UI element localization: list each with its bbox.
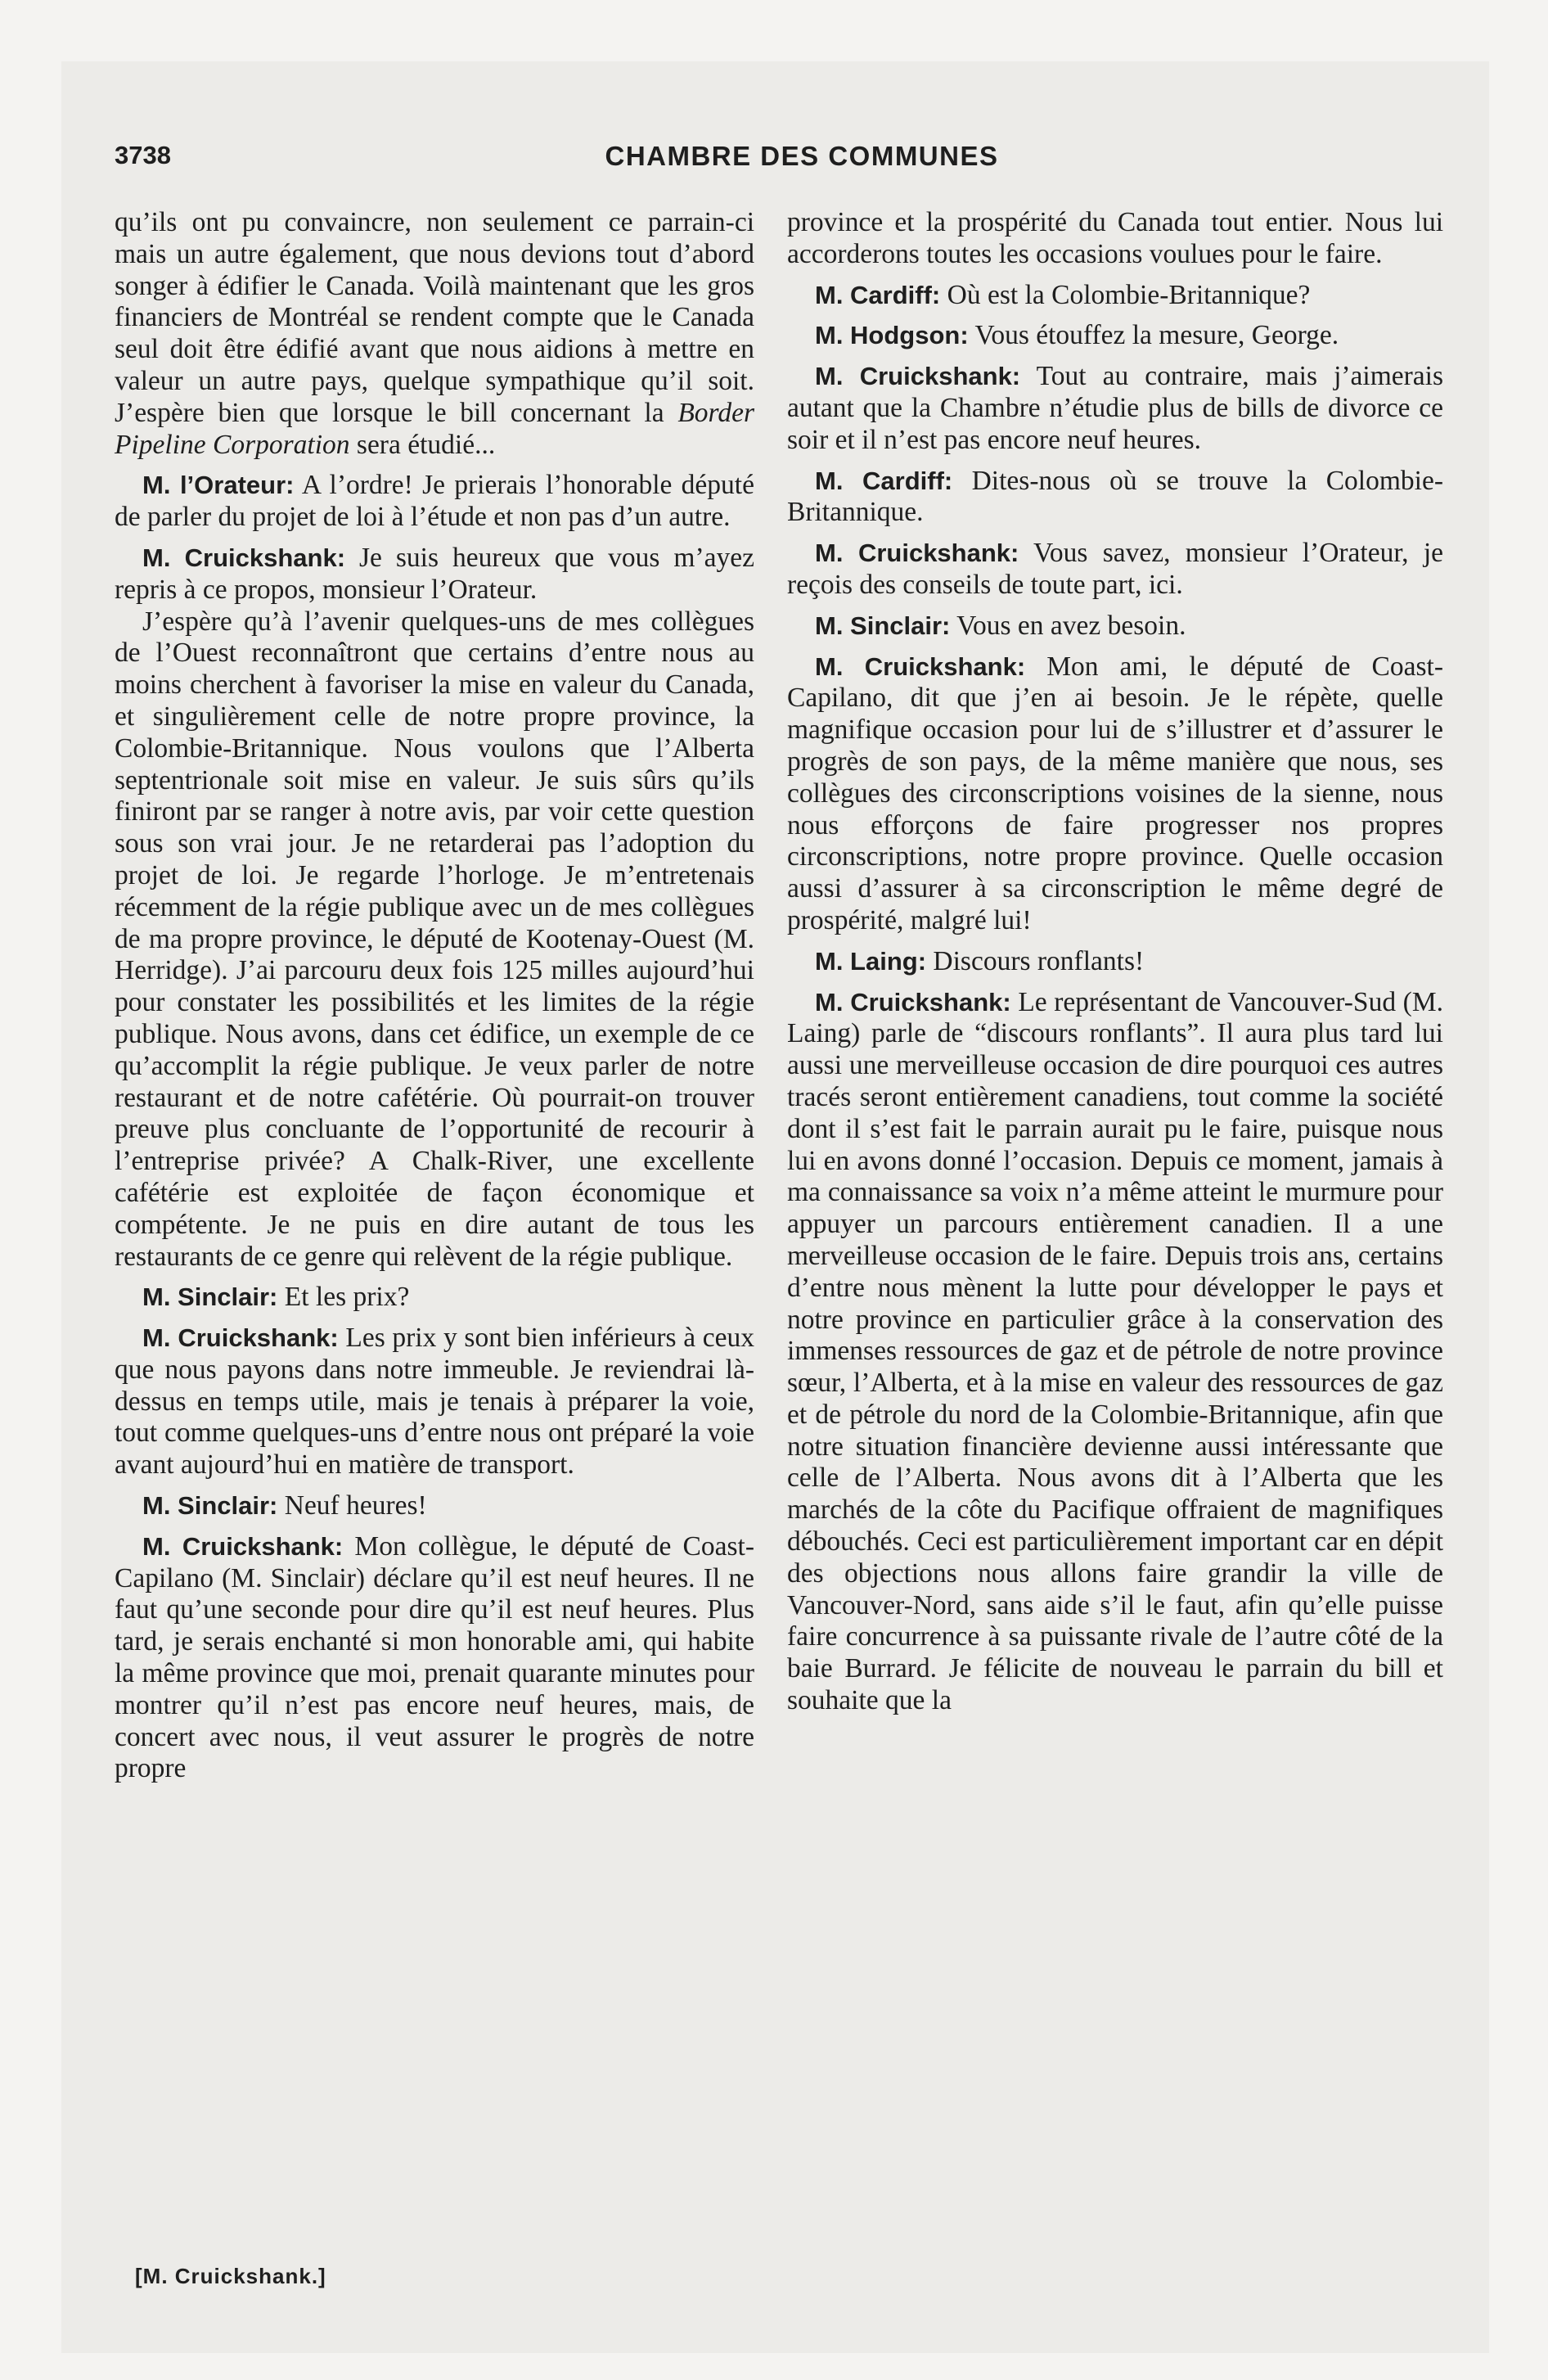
speaker-name: M. Sinclair:: [142, 1282, 278, 1312]
text: Dites-nous où se trouve la Colombie-Britannique.: [787, 465, 1443, 528]
paragraph: [115, 1490, 754, 1522]
right-column: [787, 207, 1443, 1726]
text: Vous étouffez la mesure, George.: [968, 320, 1339, 351]
text: Discours ronflants!: [926, 945, 1145, 976]
footer-speaker-attribution: [M. Cruickshank.]: [135, 2264, 326, 2288]
paragraph: [787, 538, 1443, 602]
paragraph: [115, 606, 754, 1273]
text: A l’ordre! Je prierais l’honorable député de parler du projet de loi à l’étude et non pas d’un autre.: [115, 470, 754, 533]
text: Et les prix?: [277, 1282, 410, 1313]
text: Je suis heureux que vous m’ayez repris à ce propos, monsieur l’Orateur.: [115, 542, 755, 605]
speaker-name: M. Laing:: [815, 946, 927, 976]
text: Les prix y sont bien inférieurs à ceux que nous payons dans notre immeuble. Je reviendrai là-dessus en temps utile, mais je tenais à préparer la voie, tout comme quelques-uns d’entre nous ont préparé la voie avant aujourd’hui en matière de transport.: [115, 1323, 754, 1481]
paragraph: [787, 651, 1443, 937]
paragraph: [115, 1531, 754, 1785]
speaker-name: M. Cruickshank:: [142, 1323, 339, 1353]
speaker-name: M. Cruickshank:: [142, 543, 346, 572]
paragraph: [787, 207, 1443, 271]
paragraph: [115, 543, 754, 606]
paragraph: [115, 1323, 754, 1481]
running-head: CHAMBRE DES COMMUNES: [605, 141, 999, 171]
paragraph: [787, 280, 1443, 312]
text: province et la prospérité du Canada tout entier. Nous lui accorderons toutes les occasions voulues pour le faire.: [787, 207, 1443, 269]
text: Vous en avez besoin.: [950, 610, 1186, 641]
text: sera étudié...: [349, 429, 496, 460]
page-number: 3738: [115, 141, 171, 169]
text: Vous savez, monsieur l’Orateur, je reçois des conseils de toute part, ici.: [787, 538, 1443, 600]
bill-name: Border Pipeline Corporation: [115, 397, 754, 460]
speaker-name: M. l’Orateur:: [142, 471, 295, 500]
speaker-name: M. Hodgson:: [815, 321, 969, 350]
speaker-name: M. Cardiff:: [815, 280, 941, 309]
text: Mon ami, le député de Coast-Capilano, dit que j’en ai besoin. Je le répète, quelle magnifique occasion pour lui de s’illustrer et d’assurer le progrès de son pays, de la même manière que nous, ses collègues des circonscriptions voisines de la sienne, nous nous efforçons de faire progresser nos propres circonscriptions, notre propre province. Quelle occasion aussi d’assurer à sa circonscription le même degré de prospérité, malgré lui!: [787, 651, 1443, 935]
speaker-name: M. Sinclair:: [142, 1491, 278, 1521]
speaker-name: M. Sinclair:: [815, 611, 951, 640]
speaker-name: M. Cruickshank:: [815, 362, 1021, 391]
text: Neuf heures!: [277, 1490, 427, 1521]
paragraph: [115, 1282, 754, 1314]
paragraph: [787, 361, 1443, 456]
speaker-name: M. Cruickshank:: [815, 987, 1011, 1016]
paragraph: [787, 987, 1443, 1717]
paragraph: [115, 207, 754, 461]
text: Tout au contraire, mais j’aimerais autant que la Chambre n’étudie plus de bills de divorce ce soir et il n’est pas encore neuf heures.: [787, 361, 1443, 455]
text: qu’ils ont pu convaincre, non seulement ce parrain-ci mais un autre également, que nous devions tout d’abord songer à édifier le Canada. Voilà maintenant que les gros financiers de Montréal se rendent compte que le Canada seul doit être édifié avant que nous aidions à mettre en valeur un autre pays, quelque sympathique qu’il soit. J’espère bien que lorsque le bill concernant la: [115, 207, 754, 428]
paragraph: [787, 946, 1443, 978]
speaker-name: M. Cardiff:: [815, 466, 953, 495]
page-header: [115, 141, 1489, 177]
text: J’espère qu’à l’avenir quelques-uns de mes collègues de l’Ouest reconnaîtront que certains d’entre nous au moins cherchent à favoriser la mise en valeur du Canada, et singulièrement celle de notre propre province, la Colombie-Britannique. Nous voulons que l’Alberta septentrionale soit mise en valeur. Je suis sûrs qu’ils finiront par se ranger à notre avis, par voir cette question sous son vrai jour. Je ne retarderai pas l’adoption du projet de loi. Je regarde l’horloge. Je m’entretenais récemment de la régie publique avec un de mes collègues de ma propre province, le député de Kootenay-Ouest (M. Herridge). J’ai parcouru deux fois 125 milles aujourd’hui pour constater les possibilités et les limites de la régie publique. Nous avons, dans cet édifice, un exemple de ce qu’accomplit la régie publique. Je veux parler de notre restaurant et de notre cafétérie. Où pourrait-on trouver preuve plus concluante de l’opportunité de recourir à l’entreprise privée? A Chalk-River, une excellente cafétérie est exploitée de façon économique et compétente. Je ne puis en dire autant de tous les restaurants de ce genre qui relèvent de la régie publique.: [115, 606, 754, 1272]
speaker-name: M. Cruickshank:: [815, 651, 1026, 681]
text: Où est la Colombie-Britannique?: [940, 279, 1311, 310]
speaker-name: M. Cruickshank:: [142, 1531, 344, 1561]
text: Le représentant de Vancouver-Sud (M. Laing) parle de “discours ronflants”. Il aura plus tard lui aussi une merveilleuse occasion de dire pourquoi ces autres tracés seront entièrement canadiens, tout comme la société dont il s’est fait le parrain aurait pu le faire, puisque nous lui en avons donné l’occasion. Depuis ce moment, jamais à ma connaissance sa voix n’a même atteint le murmure pour appuyer un parcours entièrement canadien. Il a une merveilleuse occasion de le faire. Depuis trois ans, certains d’entre nous mènent la lutte pour développer le pays et notre province en particulier grâce à la conservation des immenses ressources de gaz et de pétrole de notre province sœur, l’Alberta, et à la mise en valeur des ressources de gaz et de pétrole du nord de la Colombie-Britannique, afin que notre situation financière devienne aussi intéressante que celle de l’Alberta. Nous avons dit à l’Alberta que les marchés de la côte du Pacifique offraient de magnifiques débouchés. Ceci est particulièrement important car en dépit des objections nous allons faire grandir la ville de Vancouver-Nord, sans aide s’il le faut, afin qu’elle puisse faire concurrence à sa puissante rivale de l’autre côté de la baie Burrard. Je félicite de nouveau le parrain du bill et souhaite que la: [787, 986, 1443, 1716]
text: Mon collègue, le député de Coast-Capilano (M. Sinclair) déclare qu’il est neuf heures. Il ne faut qu’une seconde pour dire qu’il est neuf heures. Plus tard, je serais enchanté si mon honorable ami, qui habite la même province que moi, prenait quarante minutes pour montrer qu’il n’est pas encore neuf heures, mais, de concert avec nous, il veut assurer le progrès de notre propre: [115, 1530, 754, 1784]
speaker-name: M. Cruickshank:: [815, 539, 1019, 568]
left-column: [115, 207, 754, 1794]
paragraph: [787, 466, 1443, 530]
paragraph: [787, 320, 1443, 352]
paragraph: [787, 611, 1443, 642]
paragraph: [115, 470, 754, 534]
